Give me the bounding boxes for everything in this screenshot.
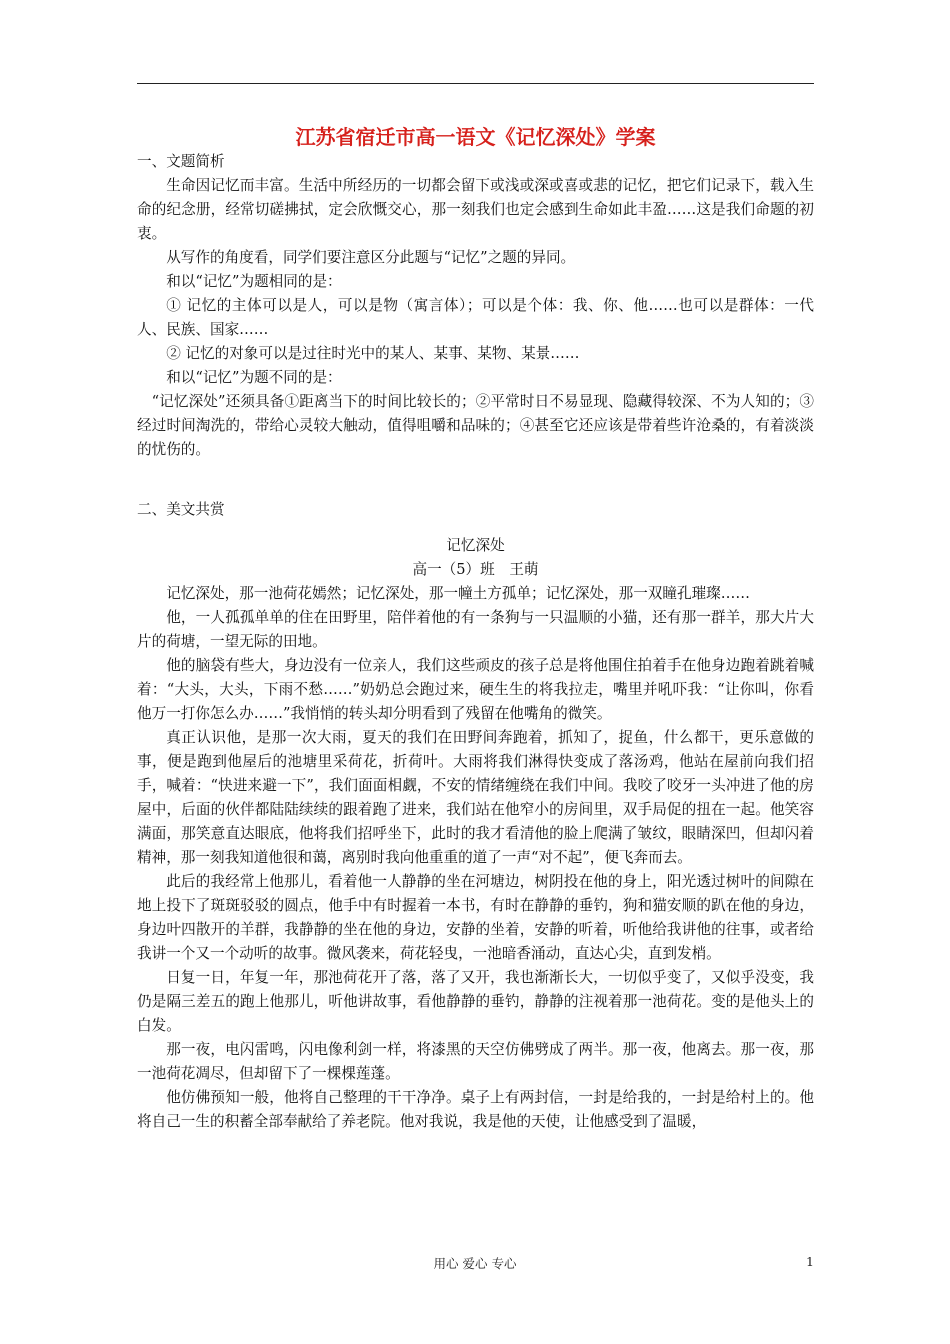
spacer (137, 462, 814, 486)
essay-paragraph: 日复一日，年复一年，那池荷花开了落，落了又开，我也渐渐长大，一切似乎变了，又似乎没变，我仍是隔三差五的跑上他那儿，听他讲故事，看他静静的垂钓，静静的注视着那一池荷花。变的是他头上的白发。 (137, 969, 814, 1034)
section1-paragraph: “记忆深处”还须具备①距离当下的时间比较长的；②平常时日不易显现、隐藏得较深、不为人知的；③经过时间淘洗的，带给心灵较大触动，值得咀嚼和品味的；④甚至它还应该是带着些许沧桑的，有着淡淡的忧伤的。 (137, 393, 814, 458)
spacer (137, 522, 814, 534)
section1-paragraph: 和以“记忆”为题相同的是： (166, 273, 342, 290)
essay-paragraph: 真正认识他，是那一次大雨，夏天的我们在田野间奔跑着，抓知了，捉鱼，什么都干，更乐意做的事，便是跑到他屋后的池塘里采荷花，折荷叶。大雨将我们淋得快变成了落汤鸡，他站在屋前向我们招手，喊着：“快进来避一下”，我们面面相觑，不安的情绪缠绕在我们中间。我咬了咬牙一头冲进了他的房屋中，后面的伙伴都陆陆续续的跟着跑了进来，我们站在他窄小的房间里，双手局促的扭在一起。他笑容满面，那笑意直达眼底，他将我们招呼坐下，此时的我才看清他的脸上爬满了皱纹，眼睛深凹，但却闪着精神，那一刻我知道他很和蔼，离别时我向他重重的道了一声“对不起”，便飞奔而去。 (137, 729, 814, 866)
section1-paragraph: 生命因记忆而丰富。生活中所经历的一切都会留下或浅或深或喜或悲的记忆，把它们记录下，载入生命的纪念册，经常切磋拂拭，定会欣慨交心，那一刻我们也定会感到生命如此丰盈……这是我们命题的初衷。 (137, 177, 814, 242)
essay-paragraph: 此后的我经常上他那儿，看着他一人静静的坐在河塘边，树阴投在他的身上，阳光透过树叶的间隙在地上投下了斑斑驳驳的圆点，他手中有时握着一本书，有时在静静的垂钓，狗和猫安顺的趴在他的身边，身边叶四散开的羊群，我静静的坐在他的身边，安静的坐着，安静的听着，听他给我讲他的往事，或者给我讲一个又一个动听的故事。微风袭来，荷花轻曳，一池暗香涌动，直达心尖，直到发梢。 (137, 873, 814, 962)
section2-heading: 二、美文共赏 (137, 501, 225, 518)
spacer (137, 486, 814, 498)
section1-paragraph: ① 记忆的主体可以是人，可以是物（寓言体）；可以是个体：我、你、他……也可以是群体：一代人、民族、国家…… (137, 297, 814, 338)
section1-paragraph: ② 记忆的对象可以是过往时光中的某人、某事、某物、某景…… (166, 345, 580, 362)
page-number: 1 (806, 1254, 814, 1269)
essay-paragraph: 他，一人孤孤单单的住在田野里，陪伴着他的有一条狗与一只温顺的小猫，还有那一群羊，那大片大片的荷塘，一望无际的田地。 (137, 609, 814, 650)
section1-heading: 一、文题简析 (137, 153, 225, 170)
section1-paragraph: 从写作的角度看，同学们要注意区分此题与“记忆”之题的异同。 (166, 249, 576, 266)
essay-paragraph: 记忆深处，那一池荷花嫣然；记忆深处，那一幢土方孤单；记忆深处，那一双瞳孔璀璨…… (166, 585, 750, 602)
essay-author: 高一（5）班 王萌 (412, 561, 539, 578)
essay-paragraph: 那一夜，电闪雷鸣，闪电像利剑一样，将漆黑的天空仿佛劈成了两半。那一夜，他离去。那一夜，那一池荷花凋尽，但却留下了一棵棵莲蓬。 (137, 1041, 814, 1082)
section1-paragraph: 和以“记忆”为题不同的是： (166, 369, 342, 386)
essay-paragraph: 他的脑袋有些大，身边没有一位亲人，我们这些顽皮的孩子总是将他围住拍着手在他身边跑着跳着喊着：“大头，大头，下雨不愁……”奶奶总会跑过来，硬生生的将我拉走，嘴里并吼吓我：“让你叫，你看他万一打你怎么办……”我悄悄的转头却分明看到了残留在他嘴角的微笑。 (137, 657, 814, 722)
document-title: 江苏省宿迁市高一语文《记忆深处》学案 (295, 125, 656, 149)
essay-title: 记忆深处 (446, 537, 505, 554)
document-body (137, 150, 814, 1134)
essay-paragraph: 他仿佛预知一般，他将自己整理的干干净净。桌子上有两封信，一封是给我的，一封是给村上的。他将自己一生的积蓄全部奉献给了养老院。他对我说，我是他的天使，让他感受到了温暖， (137, 1089, 814, 1130)
footer-text: 用心 爱心 专心 (433, 1256, 517, 1271)
header-rule (137, 83, 814, 84)
